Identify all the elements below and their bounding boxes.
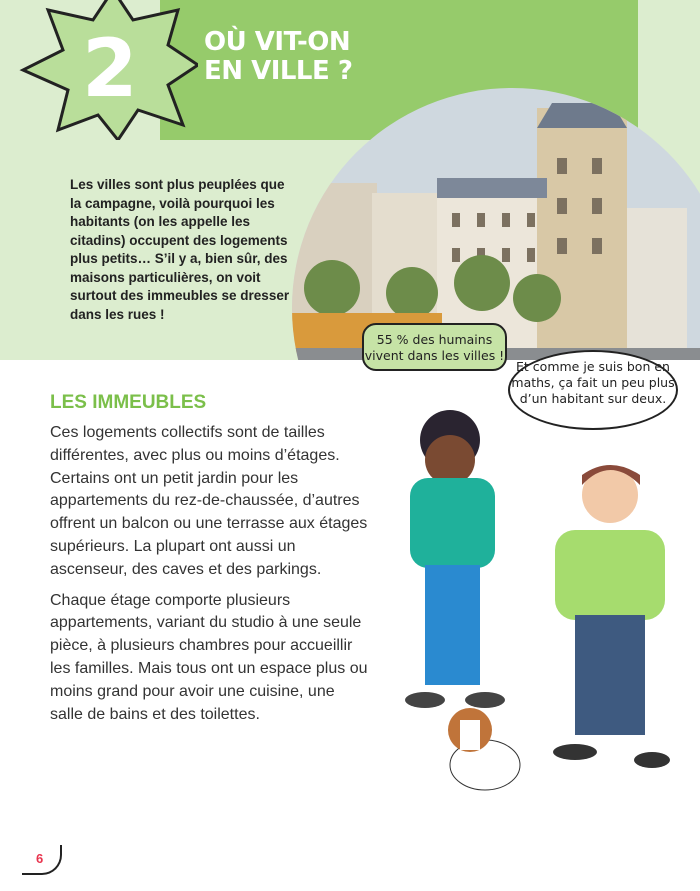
page-number: 6	[36, 851, 44, 866]
chapter-number: 2	[82, 22, 138, 115]
paragraph: Chaque étage comporte plusieurs appartements, variant du studio à une seule pièce, à plusieurs chambres pour accueillir les familles. Mais tous ont un espace plus ou moins grand pour avoir une cuisine, une salle de bains et des toilettes.	[50, 591, 368, 723]
section-heading: LES IMMEUBLES	[50, 392, 207, 413]
title-line-1: OÙ VIT-ON	[204, 27, 351, 57]
page-title	[204, 28, 352, 86]
speech-bubble-left: 55 % des humains vivent dans les villes !	[362, 323, 507, 371]
characters-illustration	[390, 400, 700, 810]
boy-left-illustration	[405, 410, 505, 708]
intro-text: Les villes sont plus peuplées que la campagne, voilà pourquoi les habitants (on les appelle les citadins) occupent des logements plus petits… S’il y a, bien sûr, des maisons particulières, on voit surtout des immeubles se dresser dans les rues !	[70, 177, 290, 322]
title-line-2: EN VILLE ?	[204, 56, 353, 86]
speech-bubble-right: Et comme je suis bon en maths, ça fait un peu plus d’un habitant sur deux.	[508, 350, 678, 430]
boy-right-illustration	[553, 465, 670, 768]
section-body	[50, 422, 370, 734]
dog-illustration	[448, 708, 520, 790]
paragraph: Ces logements collectifs sont de tailles différentes, avec plus ou moins d’étages. Certains ont un petit jardin pour les appartements du rez-de-chaussée, d’autres offrent un balcon ou une terrasse aux étages supérieurs. La plupart ont aussi un ascenseur, des caves et des parkings.	[50, 424, 368, 578]
